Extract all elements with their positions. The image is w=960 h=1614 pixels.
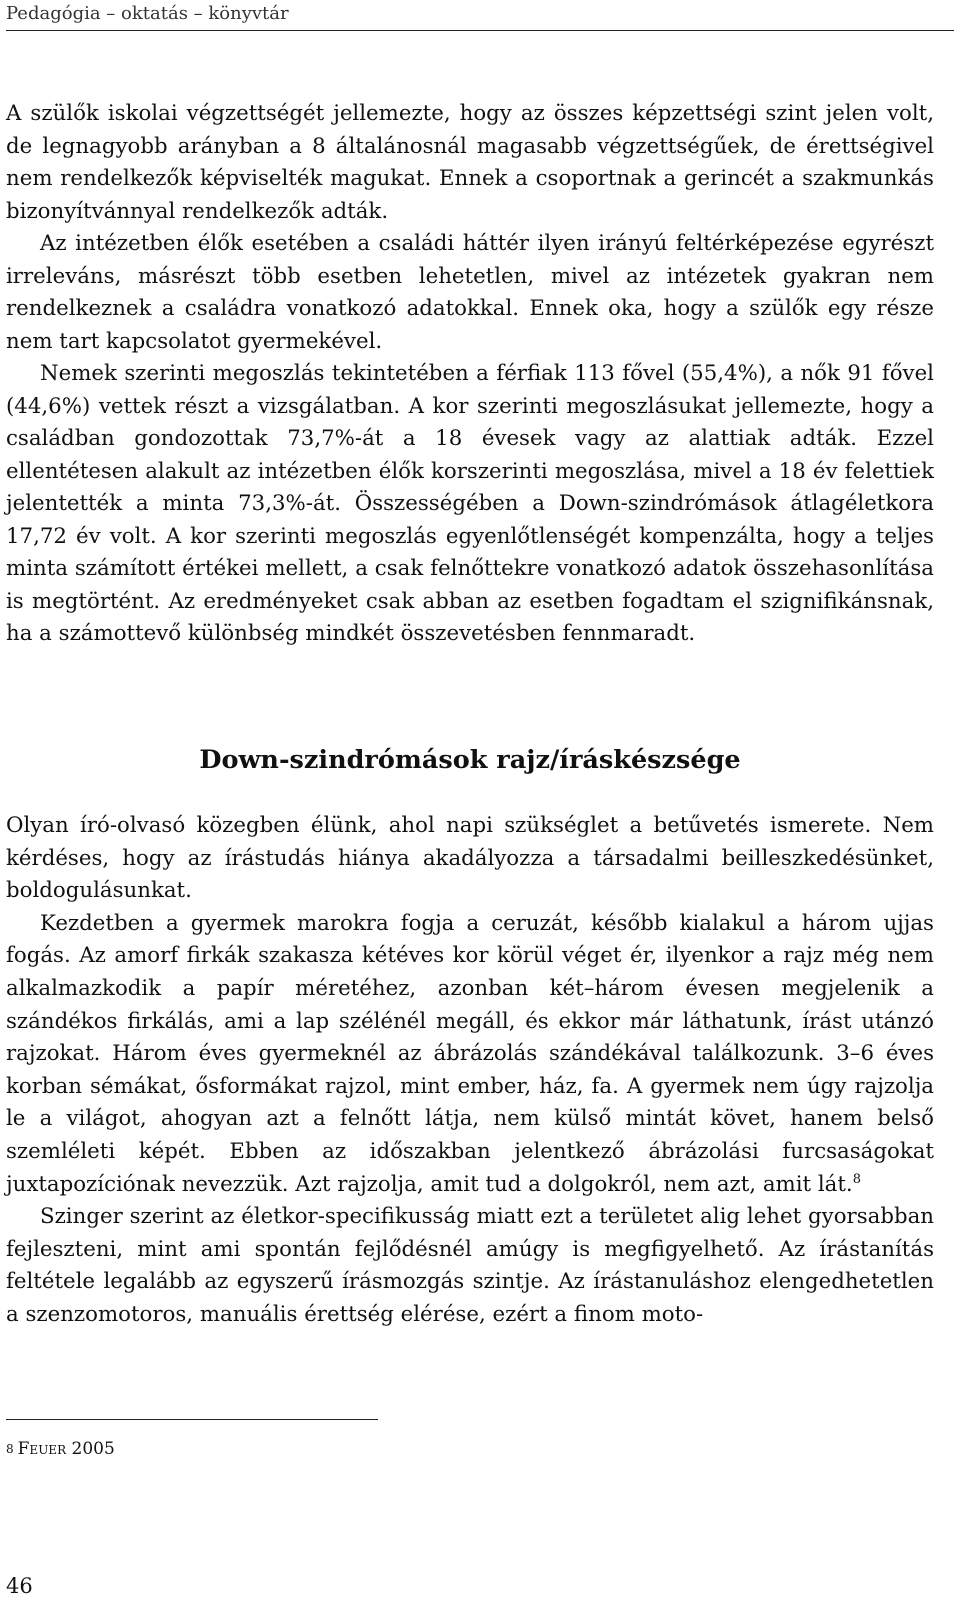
running-header [6,2,954,31]
footnote-year: 2005 [71,1439,115,1459]
paragraph: A szülők iskolai végzettségét jellemezte, hogy az összes képzettségi szint jelen volt, de legnagyobb arányban a 8 általánosnál magasabb végzettségűek, de érettségivel nem rendelkezők képviselték magukat. Ennek a csoportnak a gerincét a szakmunkás bizonyítvánnyal rendelkezők adták. [6,101,934,224]
page-number: 46 [6,1574,33,1598]
body-text-section-2 [6,810,934,1332]
section-heading: Down-szindrómások rajz/íráskészsége [199,745,741,775]
paragraph: Olyan író-olvasó közegben élünk, ahol napi szükséglet a betűvetés ismerete. Nem kérdéses, hogy az írástudás hiánya akadályozza a társadalmi beilleszkedésünket, boldogulásunkat. [6,813,934,904]
paragraph: Nemek szerinti megoszlás tekintetében a férfiak 113 fővel (55,4%), a nők 91 fővel (44,6%) vettek részt a vizsgálatban. A kor szerinti megoszlásukat jellemezte, hogy a családban gondozottak 73,7%-át a 18 évesek vagy az alattiak adták. Ezzel ellentétesen alakult az intézetben élők korszerinti megoszlása, mivel a 18 év felettiek jelentették a minta 73,3%-át. Összességében a Down-szindrómások átlagéletkora 17,72 év volt. A kor szerinti megoszlás egyenlőtlenségét kompenzálta, hogy a teljes minta számított értékei mellett, a csak felnőttekre vonatkozó adatok összehasonlítása is megtörtént. Az eredményeket csak abban az esetben fogadtam el szignifikánsnak, ha a számottevő különbség mindkét összevetésben fennmaradt. [6,361,934,646]
body-text-section-1 [6,98,934,651]
running-title: Pedagógia – oktatás – könyvtár [6,3,289,24]
paragraph: Az intézetben élők esetében a családi háttér ilyen irányú feltérképezése egyrészt irreleváns, másrészt több esetben lehetetlen, mivel az intézetek gyakran nem rendelkeznek a családra vonatkozó adatokkal. Ennek oka, hogy a szülők egy része nem tart kapcsolatot gyermekével. [6,231,934,354]
footnote-mark: 8 [6,1442,14,1456]
footnote [6,1437,115,1461]
paragraph-text: Kezdetben a gyermek marokra fogja a ceruzát, később kialakul a három ujjas fogás. Az amorf firkák szakasza kétéves kor körül véget ér, ilyenkor a rajz még nem alkalmazkodik a papír méretéhez, azonban két–három évesen megjelenik a szándékos firkálás, ami a lap szélénél megáll, és ekkor már láthatunk, írást utánzó rajzokat. Három éves gyermeknél az ábrázolás szándékával találkozunk. 3–6 éves korban sémákat, ősformákat rajzol, mint ember, ház, fa. A gyermek nem úgy rajzolja le a világot, ahogyan azt a felnőtt látja, nem külső mintát követ, hanem belső szemléleti képét. Ebben az időszakban jelentkező ábrázolási furcsaságokat juxtapozíciónak nevezzük. Azt rajzolja, amit tud a dolgokról, nem azt, amit lát. [6,910,934,1197]
paragraph [6,908,934,1201]
paragraph: Szinger szerint az életkor-specifikusság miatt ezt a területet alig lehet gyorsabban fejleszteni, mint ami spontán fejlődésnél amúgy is megfigyelhető. Az írástanítás feltétele legalább az egyszerű írásmozgás szintje. Az írástanuláshoz elengedhetetlen a szenzomotoros, manuális érettség elérése, ezért a finom moto- [6,1204,934,1327]
footnote-separator [6,1419,378,1420]
footnote-author: Feuer [17,1439,67,1459]
footnote-reference[interactable]: 8 [852,1171,861,1187]
